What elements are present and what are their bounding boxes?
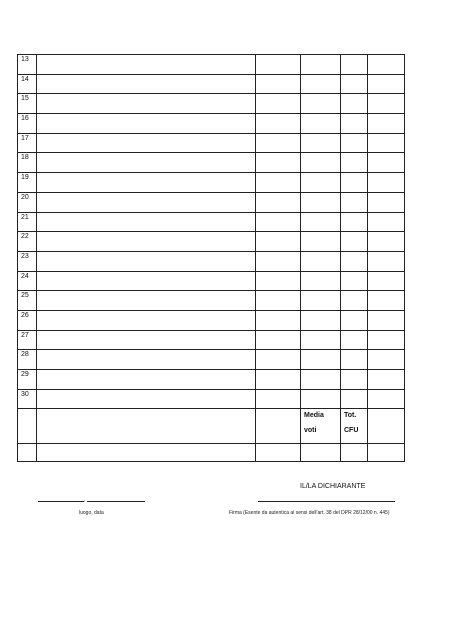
cell [256, 251, 301, 271]
cell [18, 409, 37, 444]
cell [301, 291, 341, 311]
cell [368, 212, 405, 232]
place-separator: , [84, 497, 86, 503]
cell [301, 114, 341, 134]
cell [341, 291, 368, 311]
cell [256, 133, 301, 153]
cell [256, 389, 301, 409]
cell [368, 192, 405, 212]
row-number: 18 [18, 153, 37, 173]
cell [256, 310, 301, 330]
cell [341, 310, 368, 330]
exam-table-body [18, 55, 405, 409]
row-number: 25 [18, 291, 37, 311]
cell [256, 212, 301, 232]
cell [37, 133, 256, 153]
declarant-heading: IL/LA DICHIARANTE [300, 483, 366, 490]
cell [368, 271, 405, 291]
cell [368, 370, 405, 390]
cell [37, 409, 256, 444]
row-number: 21 [18, 212, 37, 232]
cell [37, 389, 256, 409]
media-value-cell [301, 444, 341, 462]
cell [256, 444, 301, 462]
table-row [18, 192, 405, 212]
cell [368, 133, 405, 153]
tot-cfu-cell [341, 409, 368, 444]
cell [256, 409, 301, 444]
cell [256, 232, 301, 252]
cell [301, 389, 341, 409]
cell [256, 114, 301, 134]
cell [341, 389, 368, 409]
cell [301, 232, 341, 252]
table-row [18, 251, 405, 271]
cell [341, 192, 368, 212]
cell [301, 74, 341, 94]
cell [37, 55, 256, 75]
cell [301, 173, 341, 193]
table-row [18, 389, 405, 409]
cell [341, 133, 368, 153]
table-row [18, 133, 405, 153]
cell [37, 153, 256, 173]
cell [37, 212, 256, 232]
place-line[interactable] [38, 501, 84, 502]
row-number: 15 [18, 94, 37, 114]
cell [37, 330, 256, 350]
cell [341, 232, 368, 252]
row-number: 30 [18, 389, 37, 409]
cell [341, 350, 368, 370]
cell [368, 94, 405, 114]
cell [368, 310, 405, 330]
media-label: Media [304, 412, 324, 420]
media-voti-cell [301, 409, 341, 444]
cell [341, 173, 368, 193]
signature-line[interactable] [258, 501, 395, 502]
cell [37, 192, 256, 212]
cell [368, 251, 405, 271]
table-row [18, 74, 405, 94]
cell [256, 153, 301, 173]
cell [301, 94, 341, 114]
cell [368, 444, 405, 462]
cell [256, 74, 301, 94]
cell [341, 370, 368, 390]
row-number: 23 [18, 251, 37, 271]
exam-table [17, 54, 405, 462]
table-row [18, 212, 405, 232]
cell [341, 330, 368, 350]
cell [256, 173, 301, 193]
totals-row [18, 444, 405, 462]
row-number: 22 [18, 232, 37, 252]
cell [37, 74, 256, 94]
cell [37, 271, 256, 291]
cell [37, 251, 256, 271]
cell [301, 271, 341, 291]
cell [256, 350, 301, 370]
table-row [18, 94, 405, 114]
cell [368, 74, 405, 94]
cell [18, 444, 37, 462]
table-row [18, 153, 405, 173]
cell [256, 94, 301, 114]
cell [37, 114, 256, 134]
cell [368, 409, 405, 444]
cell [301, 350, 341, 370]
table-row [18, 291, 405, 311]
cell [368, 291, 405, 311]
row-number: 14 [18, 74, 37, 94]
cell [368, 330, 405, 350]
table-row [18, 350, 405, 370]
cell [37, 232, 256, 252]
cell [37, 291, 256, 311]
cell [37, 310, 256, 330]
row-number: 27 [18, 330, 37, 350]
cell [301, 310, 341, 330]
cell [368, 389, 405, 409]
cell [368, 114, 405, 134]
cell [256, 370, 301, 390]
cell [301, 55, 341, 75]
signature-caption: Firma (Esente da autentica ai sensi dell'art. 38 del DPR 28/12/00 n. 445) [229, 510, 390, 516]
cell [341, 94, 368, 114]
cell [301, 133, 341, 153]
date-line[interactable] [87, 501, 145, 502]
row-number: 16 [18, 114, 37, 134]
cell [37, 444, 256, 462]
cell [341, 114, 368, 134]
voti-label: voti [304, 427, 317, 435]
cell [341, 74, 368, 94]
table-row [18, 271, 405, 291]
table-row [18, 173, 405, 193]
table-row [18, 114, 405, 134]
cell [256, 271, 301, 291]
cell [256, 291, 301, 311]
cell [301, 153, 341, 173]
row-number: 17 [18, 133, 37, 153]
cell [301, 212, 341, 232]
cfu-value-cell [341, 444, 368, 462]
cell [368, 232, 405, 252]
cell [256, 55, 301, 75]
cell [368, 153, 405, 173]
row-number: 29 [18, 370, 37, 390]
cell [341, 153, 368, 173]
table-row [18, 55, 405, 75]
cell [301, 330, 341, 350]
cell [301, 251, 341, 271]
cell [341, 251, 368, 271]
cell [341, 212, 368, 232]
cell [368, 350, 405, 370]
cell [37, 173, 256, 193]
row-number: 26 [18, 310, 37, 330]
table-row [18, 310, 405, 330]
cfu-label: CFU [344, 427, 359, 435]
cell [301, 192, 341, 212]
cell [256, 192, 301, 212]
cell [368, 55, 405, 75]
cell [301, 370, 341, 390]
table-row [18, 370, 405, 390]
cell [341, 55, 368, 75]
row-number: 24 [18, 271, 37, 291]
cell [37, 350, 256, 370]
summary-row [18, 409, 405, 444]
cell [341, 271, 368, 291]
tot-label: Tot. [344, 412, 357, 420]
row-number: 28 [18, 350, 37, 370]
row-number: 20 [18, 192, 37, 212]
cell [37, 94, 256, 114]
cell [37, 370, 256, 390]
cell [256, 330, 301, 350]
table-row [18, 330, 405, 350]
table-row [18, 232, 405, 252]
row-number: 13 [18, 55, 37, 75]
row-number: 19 [18, 173, 37, 193]
cell [368, 173, 405, 193]
place-date-caption: luogo, data [79, 510, 104, 516]
